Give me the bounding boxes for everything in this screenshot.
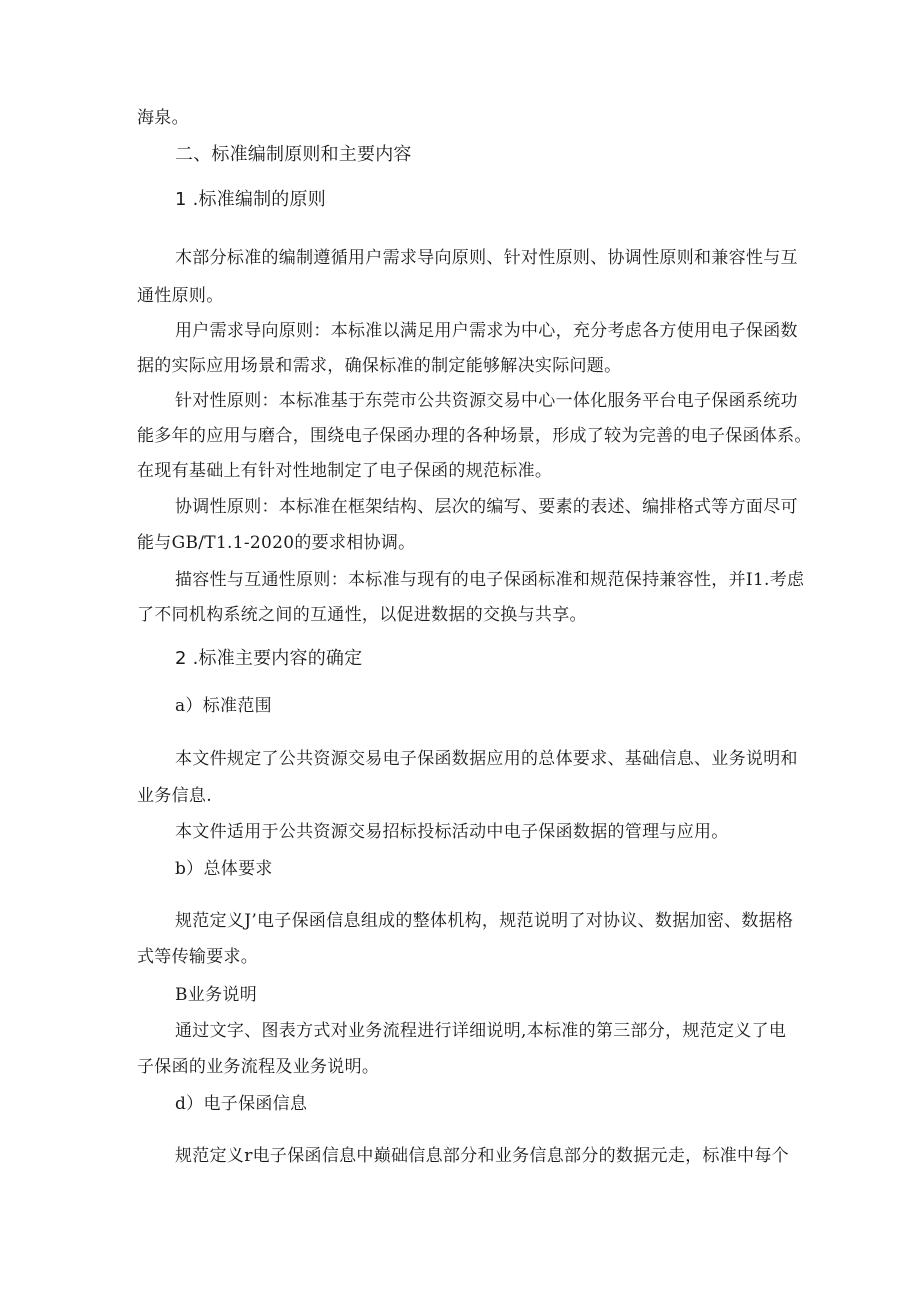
list-item-label: a）标准范围 [175,696,272,716]
list-item-label: B业务说明 [175,985,257,1005]
paragraph-line: 能与GB/T1.1-2020的要求相协调。 [137,533,416,553]
list-item-label: b）总体要求 [175,859,273,879]
paragraph-line: 了不同机构系统之间的互通性，以促进数据的交换与共享。 [137,605,587,625]
paragraph-line: 通性原则。 [137,286,224,306]
list-item-label: d）电子保函信息 [175,1094,308,1114]
paragraph-line: 协调性原则：本标准在框架结构、层次的编写、要素的表述、编排格式等方面尽可 [175,497,798,517]
paragraph-line: 据的实际应用场景和需求，确保标准的制定能够解决实际问题。 [137,356,622,376]
paragraph-line: 式等传输要求。 [137,947,259,967]
paragraph-line: 本文件规定了公共资源交易电子保函数据应用的总体要求、基础信息、业务说明和 [175,749,798,769]
paragraph-line: 本文件适用于公共资源交易招标投标活动中电子保函数据的管理与应用。 [175,822,729,842]
paragraph-line: 木部分标准的编制遵循用户需求导向原则、针对性原则、协调性原则和兼容性与互 [175,248,798,268]
subsection-heading-1: 1 .标准编制的原则 [175,189,326,210]
paragraph-line: 子保函的业务流程及业务说明。 [137,1057,380,1077]
paragraph-line: 通过文字、图表方式对业务流程进行详细说明,本标准的第三部分，规范定义了电 [175,1021,787,1041]
section-heading-2: 二、标准编制原则和主要内容 [175,144,412,165]
paragraph-line: 用户需求导向原则：本标准以满足用户需求为中心，充分考虑各方使用电子保函数 [175,321,798,341]
paragraph-line: 针对性原则：本标准基于东莞市公共资源交易中心一体化服务平台电子保函系统功 [175,391,798,411]
paragraph-line: 规范定义J’电子保函信息组成的整体机构，规范说明了对协议、数据加密、数据格 [175,911,794,931]
paragraph-line: 描容性与互通性原则：本标准与现有的电子保函标准和规范保持兼容性，并I1.考虑 [175,570,805,590]
subsection-heading-2: 2 .标准主要内容的确定 [175,648,363,669]
text-line-1: 海泉。 [137,108,189,128]
paragraph-line: 业务信息. [137,786,212,806]
paragraph-line: 能多年的应用与磨合，围绕电子保函办理的各种场景，形成了较为完善的电子保函体系。 [137,426,812,446]
paragraph-line: 在现有基础上有针对性地制定了电子保函的规范标准。 [137,461,553,481]
paragraph-line: 规范定义r电子保函信息中巅础信息部分和业务信息部分的数据元走，标准中每个 [175,1146,789,1166]
